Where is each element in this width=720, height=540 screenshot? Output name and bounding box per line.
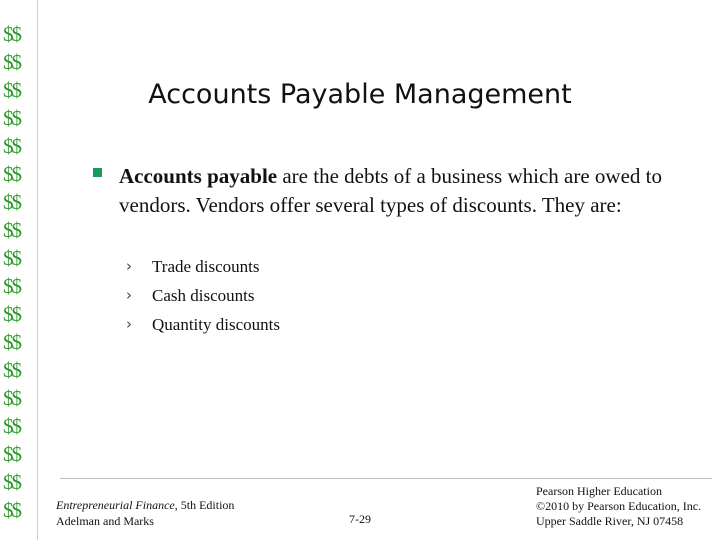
- publisher-address: Upper Saddle River, NJ 07458: [536, 514, 684, 528]
- discount-types-list: [126, 252, 280, 339]
- dollar-sign-decoration: $$: [3, 386, 20, 410]
- dollar-sign-decoration: $$: [3, 190, 20, 214]
- dollar-sign-decoration: $$: [3, 162, 20, 186]
- dollar-sign-decoration: $$: [3, 22, 20, 46]
- book-edition: , 5th Edition: [174, 498, 235, 512]
- chevron-right-icon: ›: [126, 286, 132, 304]
- bullet-lead-term: Accounts payable: [119, 164, 278, 188]
- bullet-body-text: are the debts of a business which are owed to vendors. Vendors offer several types of discounts. They are:: [119, 164, 662, 217]
- dollar-sign-decoration: $$: [3, 414, 20, 438]
- footer-publisher-info: [536, 484, 701, 529]
- list-item: [126, 281, 280, 310]
- dollar-sign-decoration: $$: [3, 330, 20, 354]
- chevron-right-icon: ›: [126, 315, 132, 333]
- book-title: Entrepreneurial Finance: [56, 498, 175, 512]
- copyright-line: ©2010 by Pearson Education, Inc.: [536, 499, 702, 513]
- footer-book-info: [56, 497, 234, 529]
- publisher-line: Pearson Higher Education: [536, 484, 662, 498]
- list-item: [126, 310, 280, 339]
- slide-page-number: 7-29: [349, 512, 371, 526]
- footer-divider: [60, 478, 712, 479]
- dollar-sign-decoration: $$: [3, 246, 20, 270]
- dollar-sign-decoration: $$: [3, 498, 20, 522]
- main-bullet-point: [93, 162, 705, 220]
- dollar-sign-decoration: $$: [3, 78, 20, 102]
- list-item-label: Cash discounts: [152, 286, 255, 305]
- dollar-sign-decoration: $$: [3, 134, 20, 158]
- list-item-label: Trade discounts: [152, 257, 260, 276]
- dollar-sign-decoration: $$: [3, 442, 20, 466]
- bullet-text: [119, 162, 705, 220]
- dollar-sign-decoration: $$: [3, 274, 20, 298]
- footer-book-line: [56, 497, 234, 513]
- dollar-sign-decoration: $$: [3, 106, 20, 130]
- dollar-sign-decoration: $$: [3, 470, 20, 494]
- chevron-right-icon: ›: [126, 257, 132, 275]
- slide-title: Accounts Payable Management: [148, 79, 572, 110]
- list-item-label: Quantity discounts: [152, 315, 280, 334]
- dollar-sign-decoration: $$: [3, 50, 20, 74]
- dollar-sign-decoration: $$: [3, 302, 20, 326]
- dollar-sign-decoration: $$: [3, 218, 20, 242]
- footer-authors: Adelman and Marks: [56, 514, 154, 528]
- dollar-sign-border: [0, 0, 38, 540]
- square-bullet-icon: [93, 168, 102, 177]
- list-item: [126, 252, 280, 281]
- dollar-sign-decoration: $$: [3, 358, 20, 382]
